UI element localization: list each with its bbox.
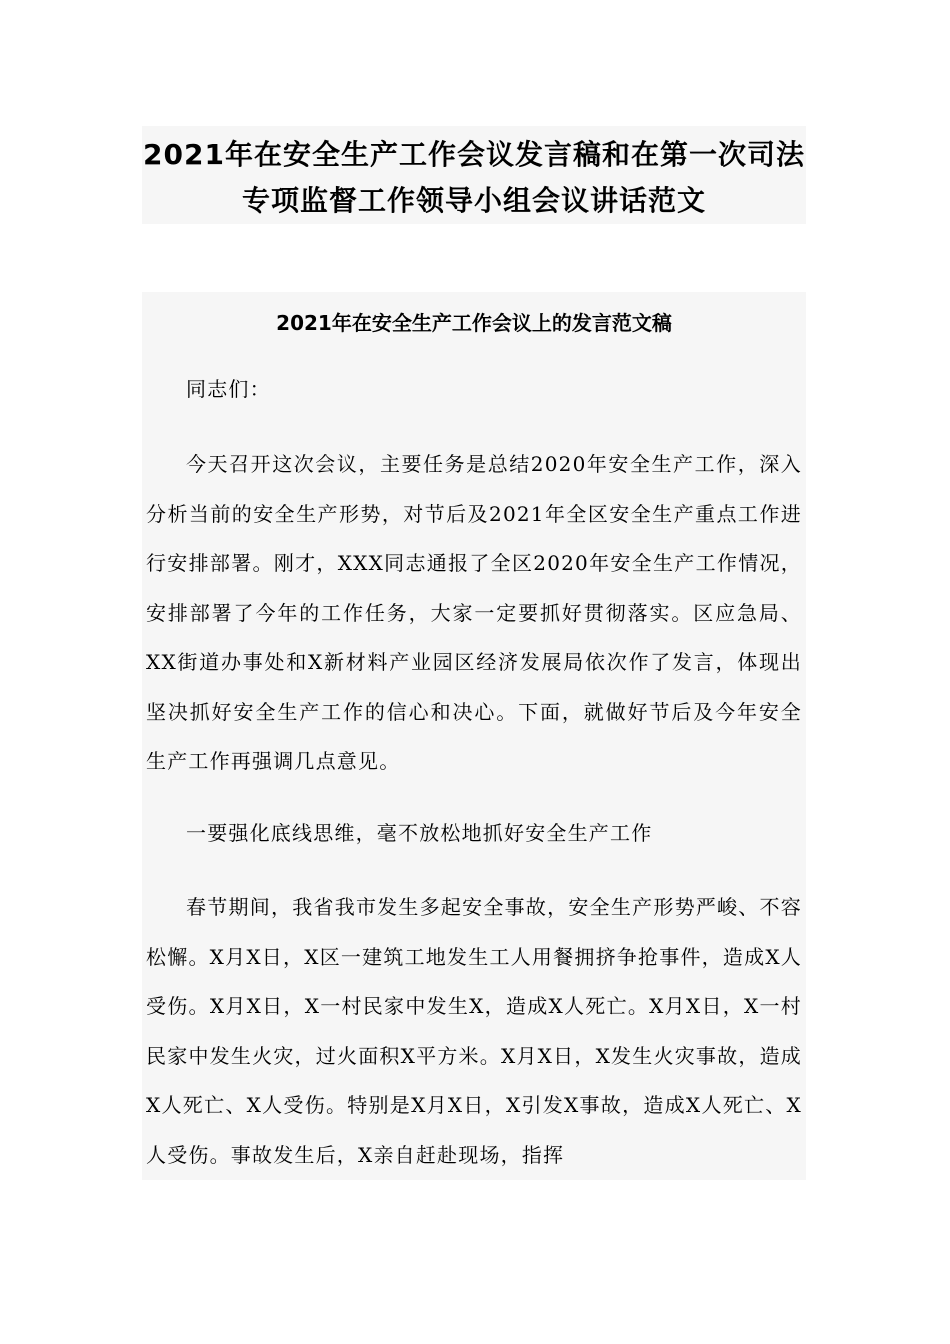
title-line-2: 专项监督工作领导小组会议讲话范文 xyxy=(241,184,706,217)
document-body xyxy=(142,292,806,1180)
document-title xyxy=(142,126,806,224)
greeting: 同志们： xyxy=(186,377,271,401)
section-heading-1: 一要强化底线思维，毫不放松地抓好安全生产工作 xyxy=(186,821,653,845)
section-title: 2021年在安全生产工作会议上的发言范文稿 xyxy=(276,311,672,335)
paragraph-safety-events: 春节期间，我省我市发生多起安全事故，安全生产形势严峻、不容松懈。X月X日，X区一建筑工地发生工人用餐拥挤争抢事件，造成X人受伤。X月X日，X一村民家中发生X，造成X人死亡。X月X日，X一村民家中发生火灾，过火面积X平方米。X月X日，X发生火灾事故，造成X人死亡、X人受伤。特别是X月X日，X引发X事故，造成X人死亡、X人受伤。事故发生后，X亲自赶赴现场，指挥 xyxy=(146,895,802,1167)
title-line-1: 2021年在安全生产工作会议发言稿和在第一次司法 xyxy=(143,138,805,171)
paragraph-intro: 今天召开这次会议，主要任务是总结2020年安全生产工作，深入分析当前的安全生产形势，对节后及2021年全区安全生产重点工作进行安排部署。刚才，XXX同志通报了全区2020年安全生产工作情况，安排部署了今年的工作任务，大家一定要抓好贯彻落实。区应急局、XX街道办事处和X新材料产业园区经济发展局依次作了发言，体现出坚决抓好安全生产工作的信心和决心。下面，就做好节后及今年安全生产工作再强调几点意见。 xyxy=(146,452,802,773)
